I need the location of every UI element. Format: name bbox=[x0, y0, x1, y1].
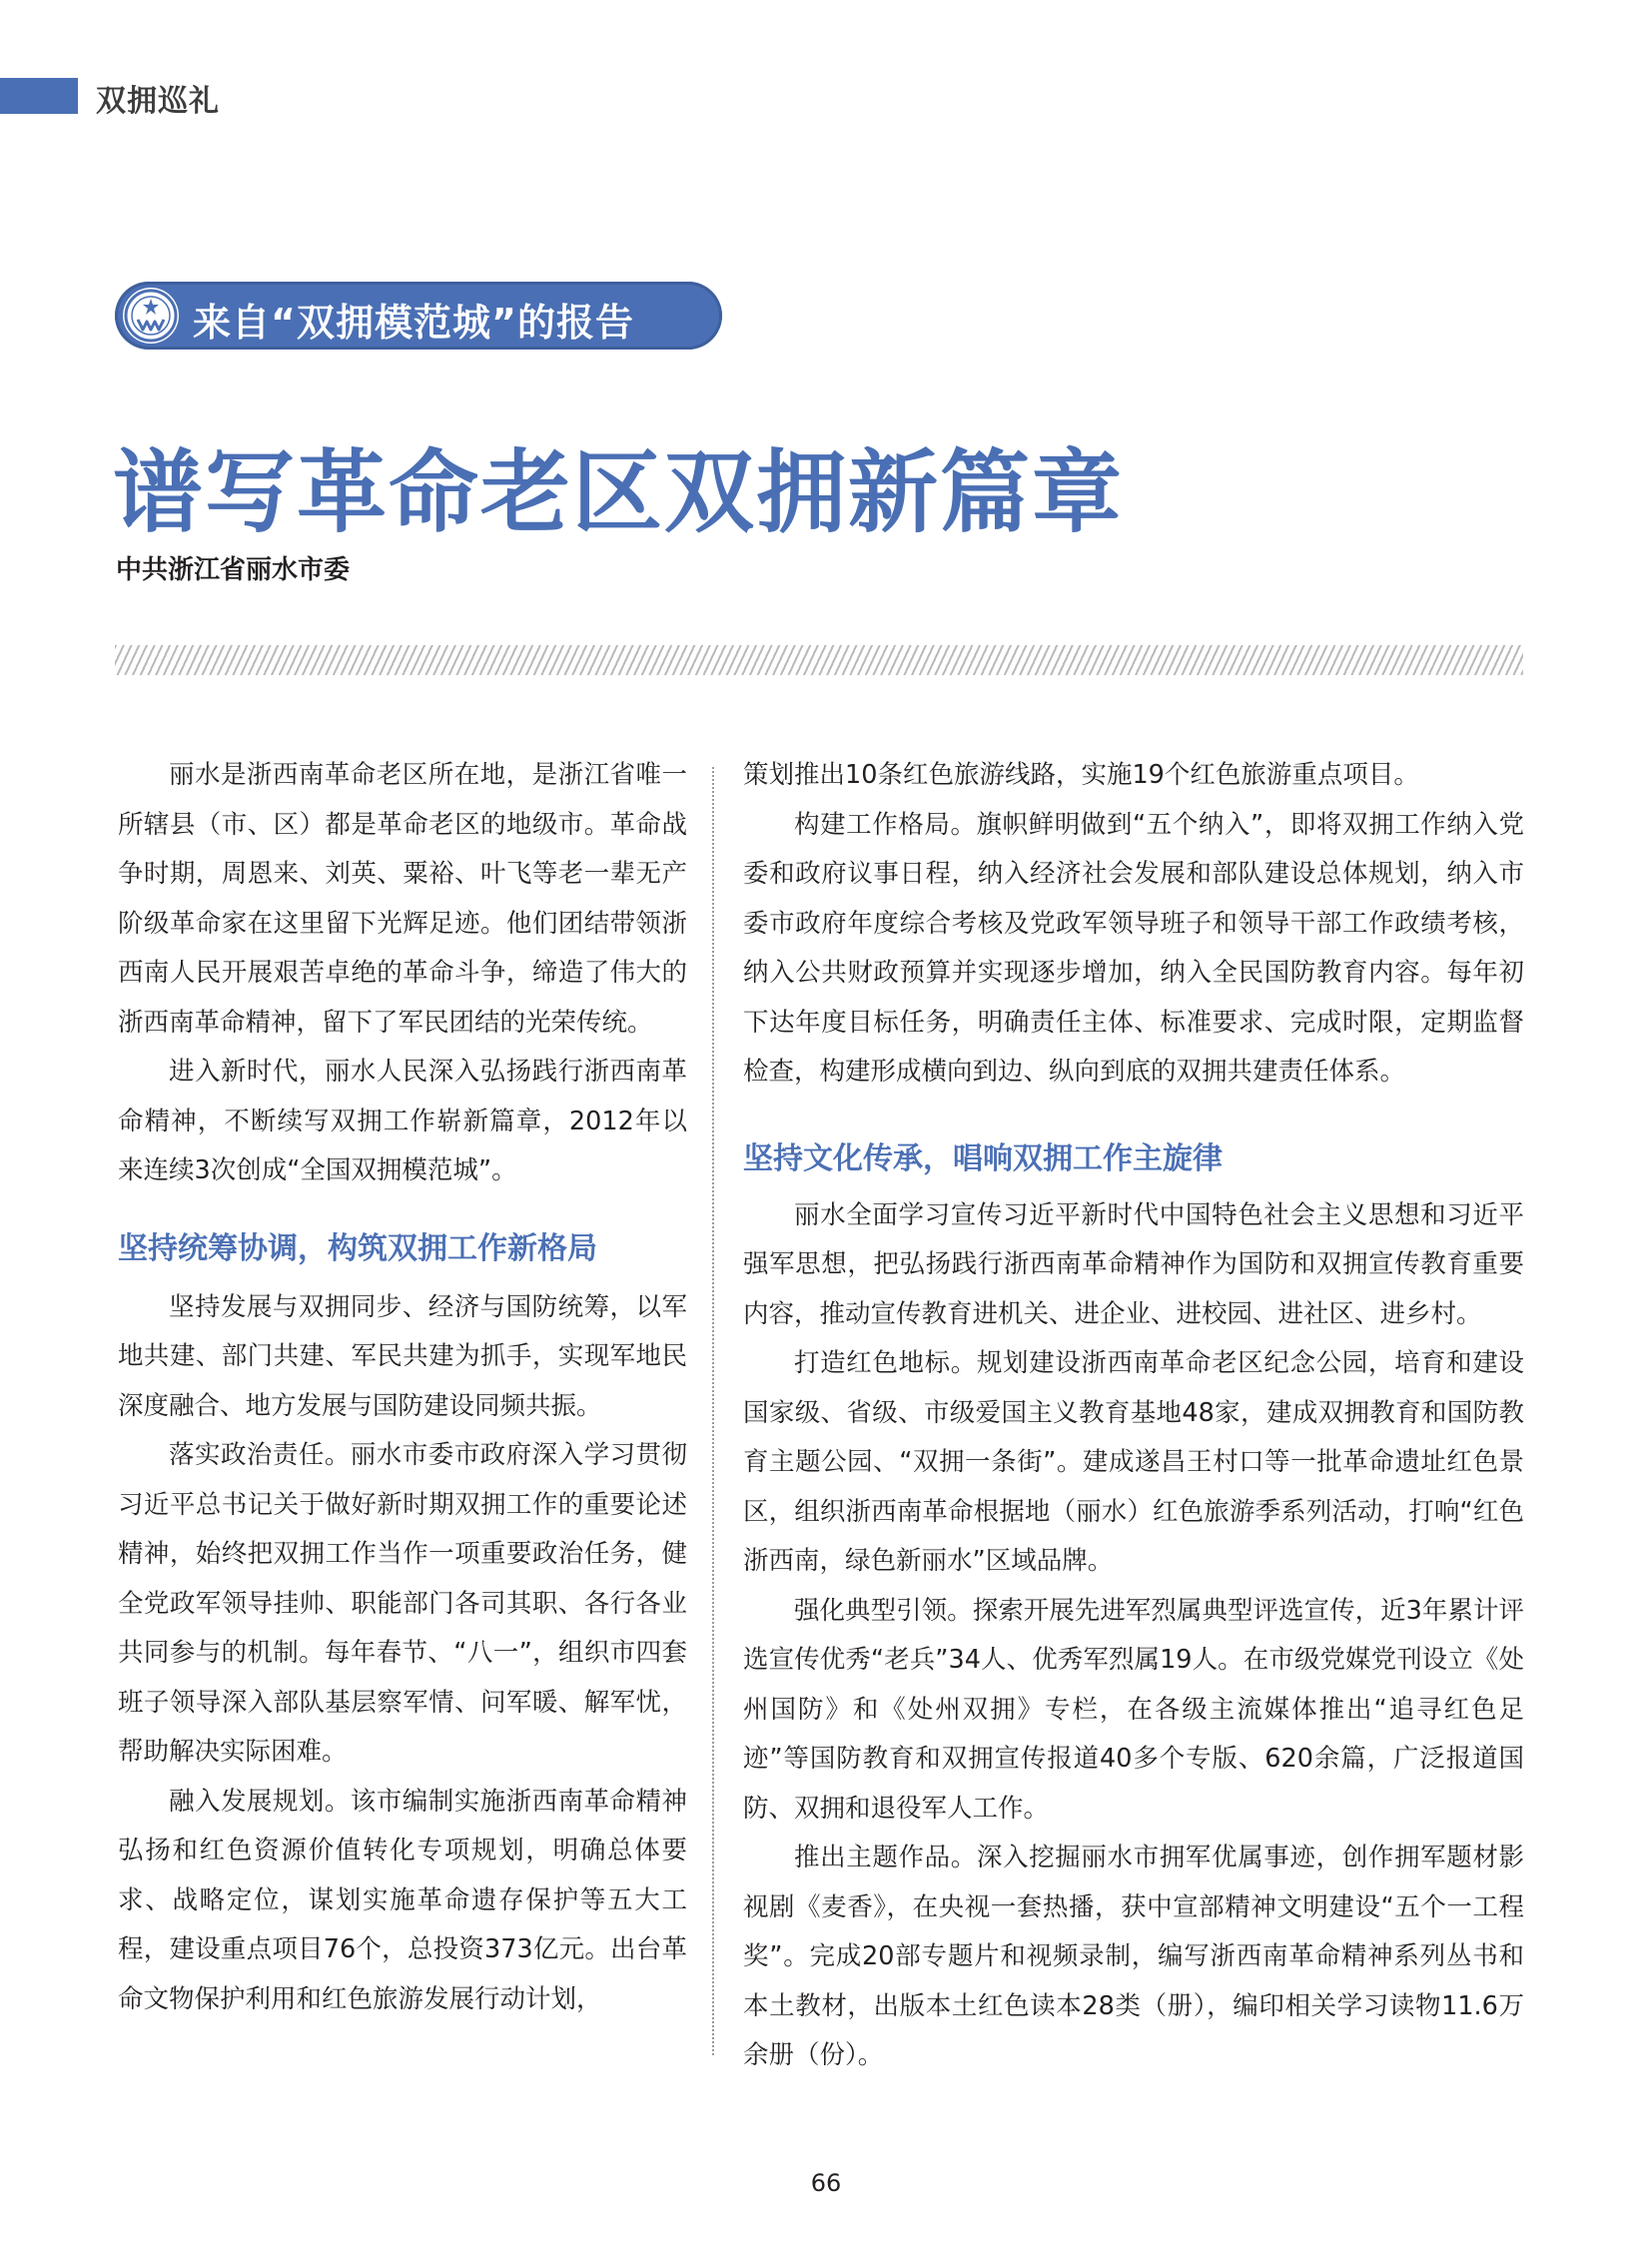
body-paragraph: 构建工作格局。旗帜鲜明做到“五个纳入”，即将双拥工作纳入党委和政府议事日程，纳入经济社会发展和部队建设总体规划，纳入市委市政府年度综合考核及党政军领导班子和领导干部工作政绩考核，纳入公共财政预算并实现逐步增加，纳入全民国防教育内容。每年初下达年度目标任务，明确责任主体、标准要求、完成时限，定期监督检查，构建形成横向到边、纵向到底的双拥共建责任体系。 bbox=[743, 809, 1524, 1087]
section-heading-culture: 坚持文化传承，唱响双拥工作主旋律 bbox=[743, 1140, 1223, 1176]
banner-text: 来自“双拥模范城”的报告 bbox=[193, 301, 634, 345]
page-number: 66 bbox=[810, 2169, 842, 2197]
body-paragraph: 融入发展规划。该市编制实施浙西南革命精神弘扬和红色资源价值转化专项规划，明确总体要求、战略定位，谋划实施革命遗存保护等五大工程，建设重点项目76个，总投资373亿元。出台革命文物保护利用和红色旅游发展行动计划， bbox=[118, 1786, 687, 2014]
column-divider bbox=[712, 767, 714, 2055]
page-title: 谱写革命老区双拥新篇章 bbox=[113, 440, 1124, 545]
intro-paragraph-2: 进入新时代，丽水人民深入弘扬践行浙西南革命精神，不断续写双拥工作崭新篇章，2012年以来连续3次创成“全国双拥模范城”。 bbox=[118, 1057, 687, 1185]
continued-paragraph: 策划推出10条红色旅游线路，实施19个红色旅游重点项目。 bbox=[743, 760, 1419, 790]
section-label: 双拥巡礼 bbox=[96, 84, 220, 119]
intro-paragraph-1: 丽水是浙西南革命老区所在地，是浙江省唯一所辖县（市、区）都是革命老区的地级市。革命战争时期，周恩来、刘英、粟裕、叶飞等老一辈无产阶级革命家在这里留下光辉足迹。他们团结带领浙西南人民开展艰苦卓绝的革命斗争，缔造了伟大的浙西南革命精神，留下了军民团结的光荣传统。 bbox=[118, 760, 687, 1038]
double-support-emblem-icon bbox=[123, 288, 179, 344]
body-paragraph: 丽水全面学习宣传习近平新时代中国特色社会主义思想和习近平强军思想，把弘扬践行浙西南革命精神作为国防和双拥宣传教育重要内容，推动宣传教育进机关、进企业、进校园、进社区、进乡村。 bbox=[743, 1199, 1524, 1329]
body-paragraph: 打造红色地标。规划建设浙西南革命老区纪念公园，培育和建设国家级、省级、市级爱国主义教育基地48家，建成双拥教育和国防教育主题公园、“双拥一条街”。建成遂昌王村口等一批革命遗址红色景区，组织浙西南革命根据地（丽水）红色旅游季系列活动，打响“红色浙西南，绿色新丽水”区域品牌。 bbox=[743, 1348, 1524, 1576]
hatched-divider bbox=[115, 645, 1523, 675]
body-paragraph: 推出主题作品。深入挖掘丽水市拥军优属事迹，创作拥军题材影视剧《麦香》，在央视一套热播，获中宣部精神文明建设“五个一工程奖”。完成20部专题片和视频录制，编写浙西南革命精神系列丛书和本土教材，出版本土红色读本28类（册），编印相关学习读物11.6万余册（份）。 bbox=[743, 1843, 1524, 2070]
report-series-banner bbox=[115, 282, 722, 350]
author-byline: 中共浙江省丽水市委 bbox=[116, 555, 351, 585]
left-column bbox=[118, 751, 687, 2024]
section-heading-coordination: 坚持统筹协调，构筑双拥工作新格局 bbox=[118, 1230, 597, 1266]
body-paragraph: 强化典型引领。探索开展先进军烈属典型评选宣传，近3年累计评选宣传优秀“老兵”34人、优秀军烈属19人。在市级党媒党刊设立《处州国防》和《处州双拥》专栏，在各级主流媒体推出“追寻红色足迹”等国防教育和双拥宣传报道40多个专版、620余篇，广泛报道国防、双拥和退役军人工作。 bbox=[743, 1595, 1524, 1824]
section-color-bar bbox=[0, 78, 78, 114]
body-paragraph: 坚持发展与双拥同步、经济与国防统筹，以军地共建、部门共建、军民共建为抓手，实现军地民深度融合、地方发展与国防建设同频共振。 bbox=[118, 1291, 687, 1421]
right-column bbox=[743, 751, 1524, 2081]
body-paragraph: 落实政治责任。丽水市委市政府深入学习贯彻习近平总书记关于做好新时期双拥工作的重要论述精神，始终把双拥工作当作一项重要政治任务，健全党政军领导挂帅、职能部门各司其职、各行各业共同参与的机制。每年春节、“八一”，组织市四套班子领导深入部队基层察军情、问军暖、解军忧，帮助解决实际困难。 bbox=[118, 1440, 687, 1767]
